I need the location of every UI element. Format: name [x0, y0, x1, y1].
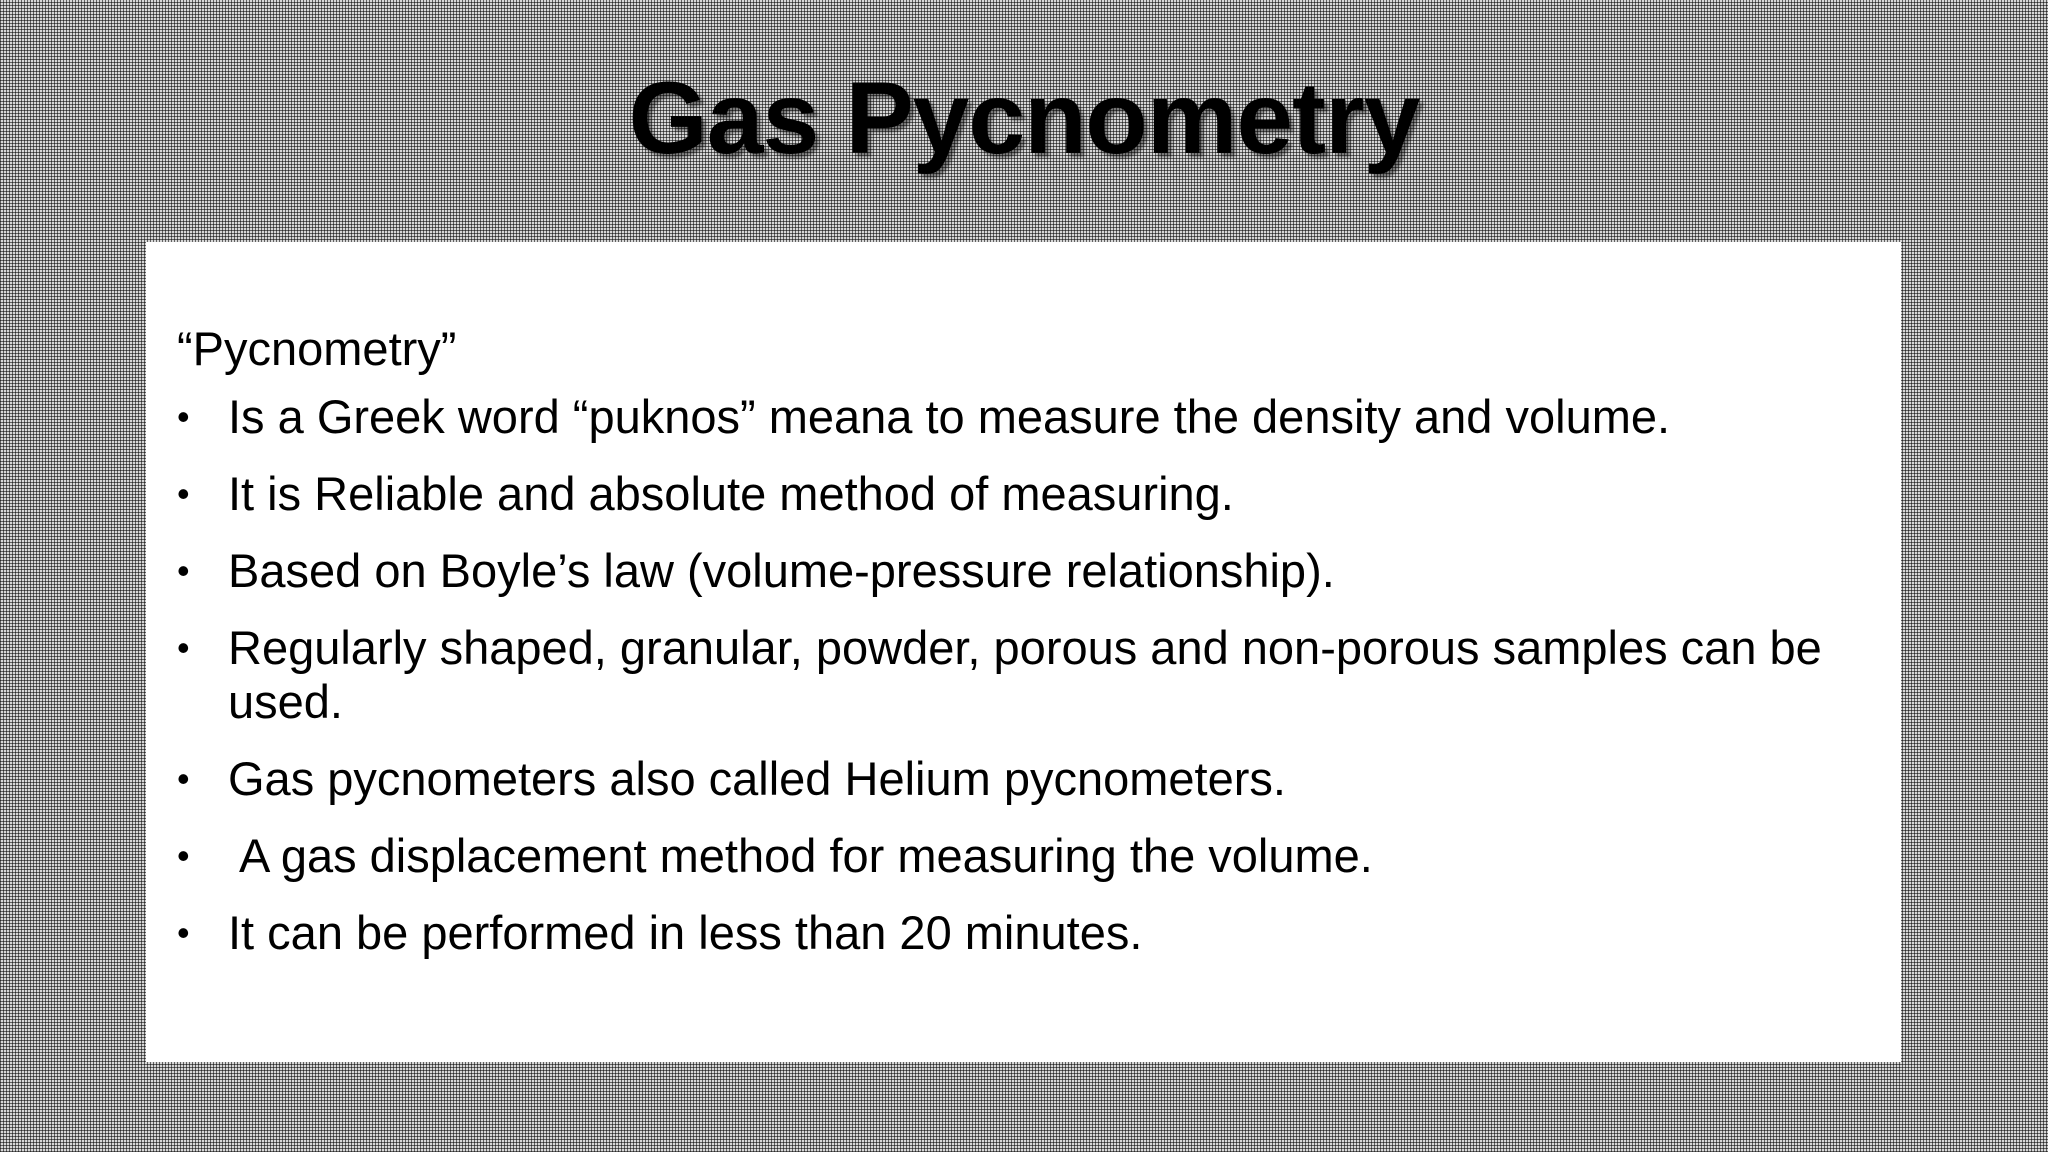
bullet-list [173, 390, 1895, 960]
bullet-item [173, 390, 1895, 444]
bullet-item [173, 621, 1895, 729]
bullet-icon: • [177, 473, 190, 514]
bullet-icon: • [177, 835, 190, 876]
bullet-item [173, 752, 1895, 806]
content-body [173, 322, 1895, 983]
bullet-item [173, 829, 1895, 883]
bullet-text: It is Reliable and absolute method of measuring. [228, 467, 1234, 520]
bullet-item [173, 467, 1895, 521]
bullet-icon: • [177, 912, 190, 953]
bullet-icon: • [177, 758, 190, 799]
content-box [146, 242, 1901, 1062]
slide-title: Gas Pycnometry [628, 61, 1420, 175]
bullet-text: Gas pycnometers also called Helium pycnometers. [228, 752, 1286, 805]
bullet-text: Regularly shaped, granular, powder, porous and non-porous samples can be used. [228, 621, 1822, 728]
bullet-icon: • [177, 550, 190, 591]
bullet-text: Is a Greek word “puknos” meana to measure the density and volume. [228, 390, 1671, 443]
intro-term: “Pycnometry” [177, 322, 457, 375]
bullet-item [173, 906, 1895, 960]
bullet-text: It can be performed in less than 20 minutes. [228, 906, 1143, 959]
bullet-icon: • [177, 627, 190, 668]
bullet-text: A gas displacement method for measuring the volume. [239, 829, 1373, 882]
bullet-text: Based on Boyle’s law (volume-pressure relationship). [228, 544, 1335, 597]
bullet-icon: • [177, 396, 190, 437]
bullet-item [173, 544, 1895, 598]
